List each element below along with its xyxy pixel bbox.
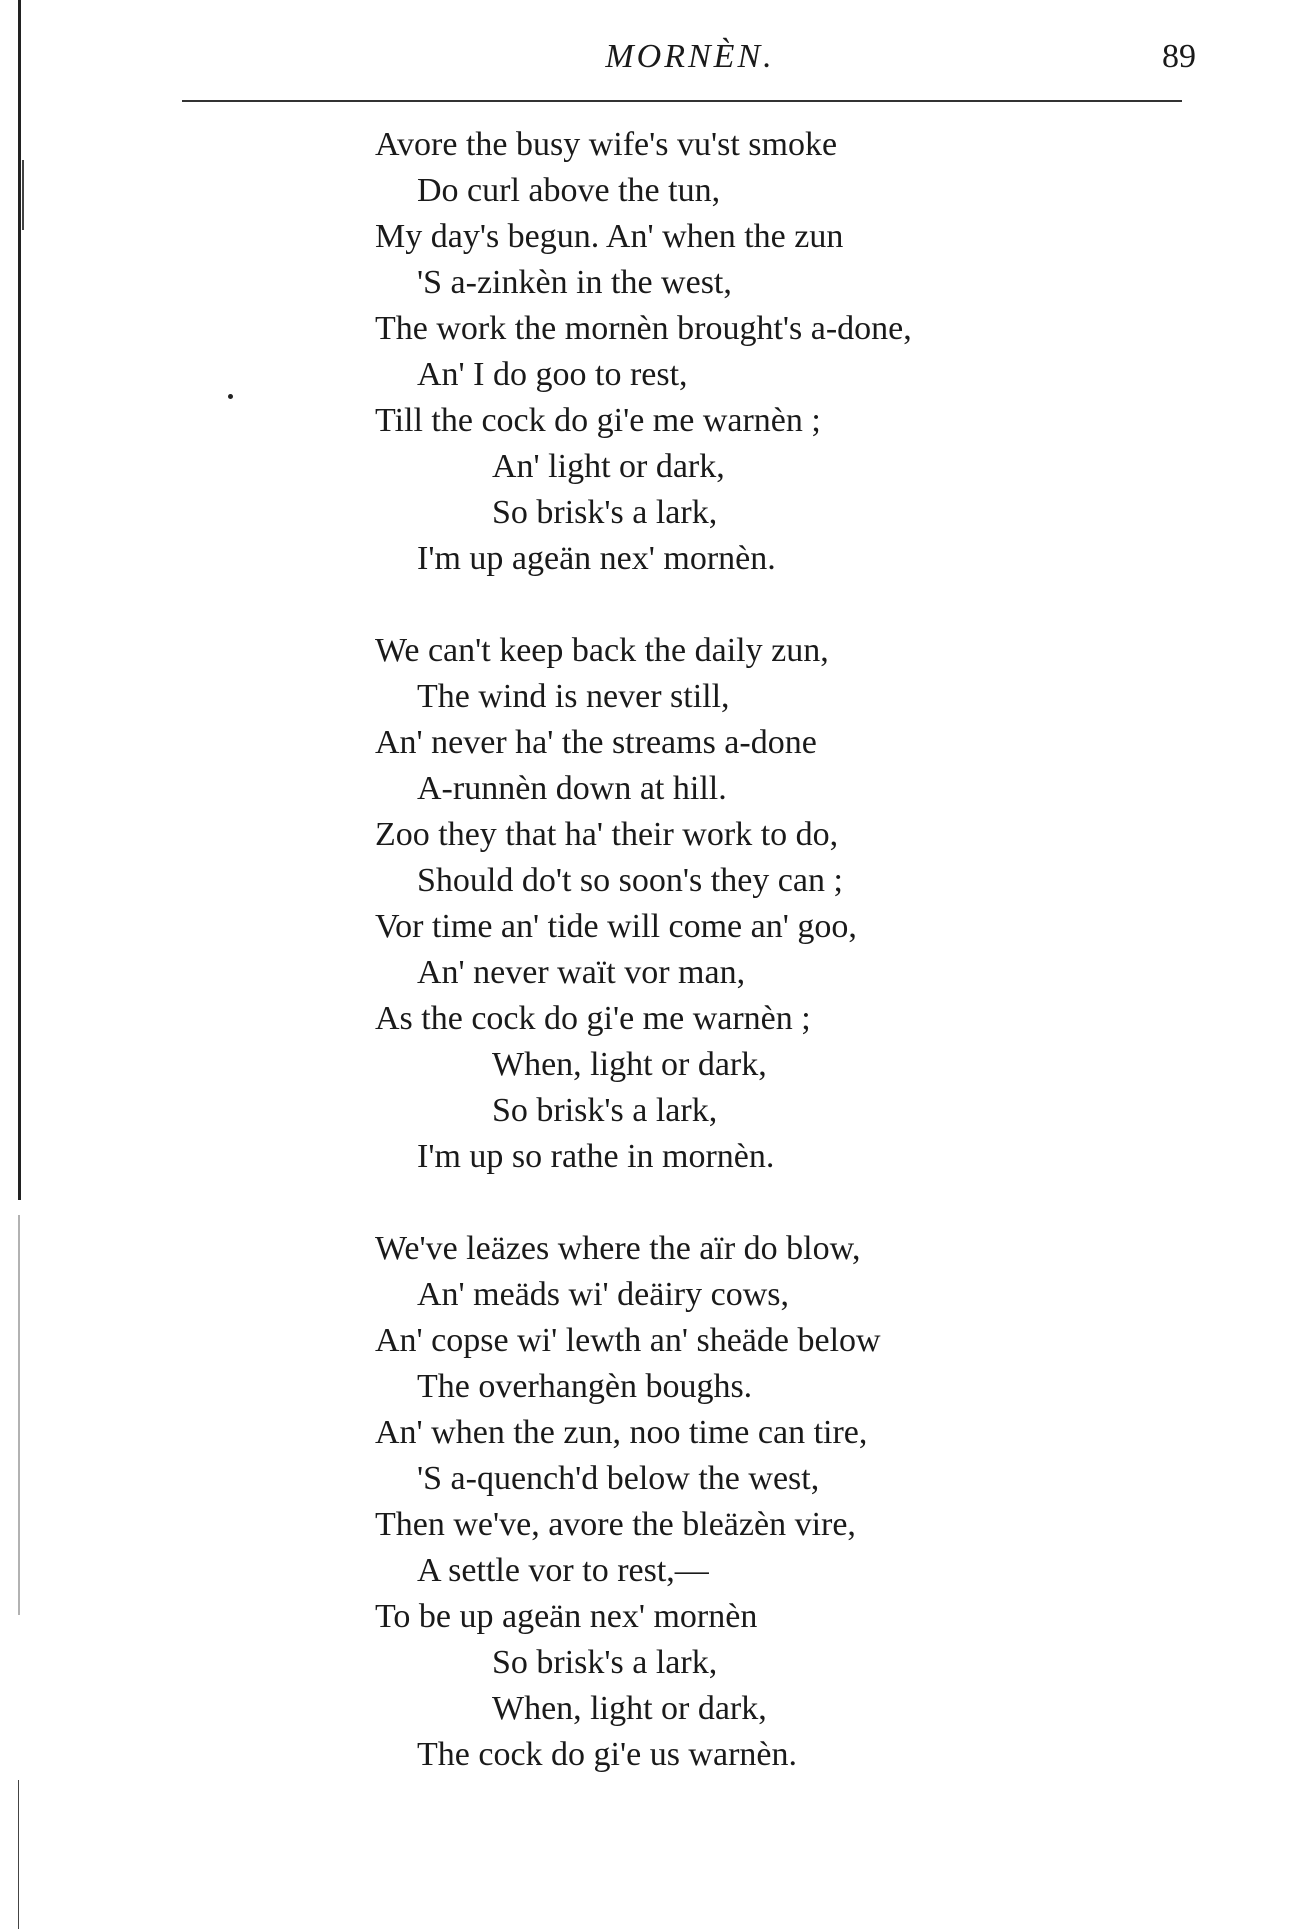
- stanza: [375, 628, 1175, 1180]
- poem-line: The wind is never still,: [417, 678, 730, 715]
- poem-line: Should do't so soon's they can ;: [417, 862, 843, 899]
- poem-line: Then we've, avore the bleäzèn vire,: [375, 1506, 856, 1543]
- poem-line: An' light or dark,: [492, 448, 725, 485]
- poem-line: An' never waït vor man,: [417, 954, 746, 991]
- ink-speck: [228, 394, 233, 399]
- binding-shadow: [18, 1780, 19, 1929]
- poem-line: I'm up ageän nex' mornèn.: [417, 540, 776, 577]
- poem-line: The cock do gi'e us warnèn.: [417, 1736, 797, 1773]
- poem-line: So brisk's a lark,: [492, 1644, 718, 1681]
- poem-line: When, light or dark,: [492, 1690, 767, 1727]
- poem-line: We can't keep back the daily zun,: [375, 632, 829, 669]
- poem-line: Till the cock do gi'e me warnèn ;: [375, 402, 821, 439]
- binding-shadow: [22, 160, 24, 230]
- page-number: 89: [1162, 38, 1196, 75]
- poem-line: A-runnèn down at hill.: [417, 770, 727, 807]
- poem-line: The overhangèn boughs.: [417, 1368, 753, 1405]
- poem-line: A settle vor to rest,—: [417, 1552, 709, 1589]
- poem-line: As the cock do gi'e me warnèn ;: [375, 1000, 811, 1037]
- header-rule: [182, 100, 1182, 102]
- poem-line: An' I do goo to rest,: [417, 356, 688, 393]
- poem-line: An' copse wi' lewth an' sheäde below: [375, 1322, 881, 1359]
- stanza: [375, 1226, 1175, 1778]
- poem-line: Avore the busy wife's vu'st smoke: [375, 126, 838, 163]
- poem-line: An' meäds wi' deäiry cows,: [417, 1276, 789, 1313]
- stanza: [375, 122, 1175, 582]
- binding-shadow: [18, 1215, 20, 1615]
- poem-line: Do curl above the tun,: [417, 172, 721, 209]
- poem-line: So brisk's a lark,: [492, 494, 718, 531]
- poem-line: 'S a-quench'd below the west,: [417, 1460, 820, 1497]
- poem: [375, 122, 1175, 1824]
- poem-line: We've leäzes where the aïr do blow,: [375, 1230, 861, 1267]
- poem-line: Zoo they that ha' their work to do,: [375, 816, 839, 853]
- poem-line: The work the mornèn brought's a-done,: [375, 310, 912, 347]
- poem-line: To be up ageän nex' mornèn: [375, 1598, 758, 1635]
- poem-line: Vor time an' tide will come an' goo,: [375, 908, 857, 945]
- poem-line: When, light or dark,: [492, 1046, 767, 1083]
- poem-line: I'm up so rathe in mornèn.: [417, 1138, 775, 1175]
- running-title: MORNÈN.: [605, 38, 775, 75]
- poem-line: An' never ha' the streams a-done: [375, 724, 817, 761]
- poem-line: 'S a-zinkèn in the west,: [417, 264, 732, 301]
- poem-line: My day's begun. An' when the zun: [375, 218, 844, 255]
- poem-line: An' when the zun, noo time can tire,: [375, 1414, 868, 1451]
- page-binding-edge: [18, 0, 24, 1929]
- binding-shadow: [18, 0, 21, 1200]
- poem-line: So brisk's a lark,: [492, 1092, 718, 1129]
